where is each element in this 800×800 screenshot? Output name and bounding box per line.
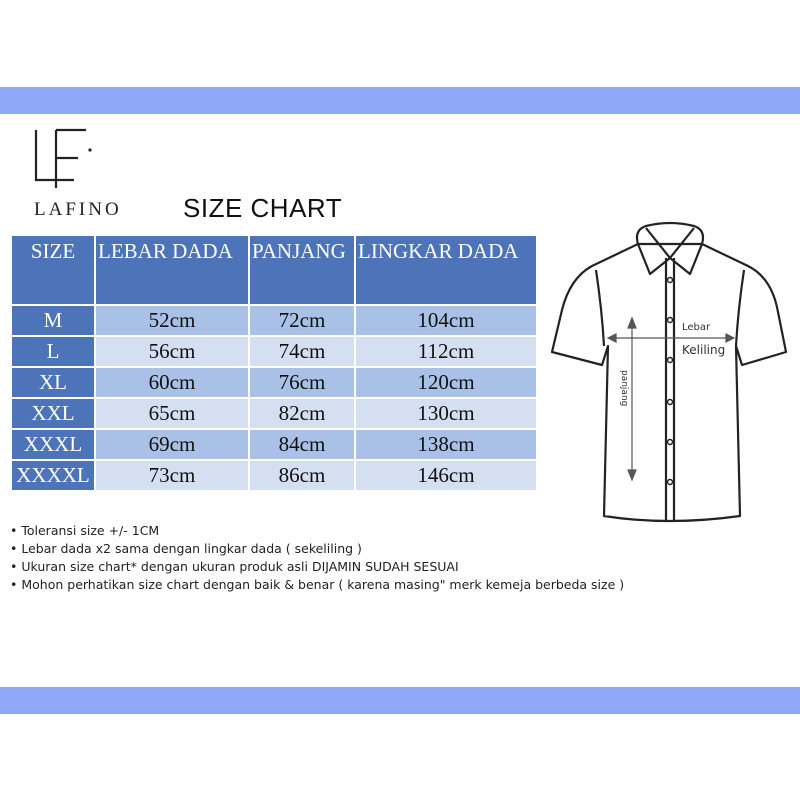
note-text: Ukuran size chart* dengan ukuran produk asli DIJAMIN SUDAH SESUAI [21,559,459,574]
note-text: Toleransi size +/- 1CM [21,523,160,538]
table-row [12,430,536,459]
lingkar-dada-cell: 112cm [356,337,536,366]
top-accent-band [0,87,800,114]
note-text: Mohon perhatikan size chart dengan baik & benar ( karena masing" merk kemeja berbeda size ) [21,577,625,592]
table-row [12,368,536,397]
header-lebar-dada: LEBAR DADA [96,236,248,304]
shirt-buttons [668,278,673,485]
lebar-dada-cell: 52cm [96,306,248,335]
label-lebar: Lebar [682,322,711,333]
panjang-cell: 76cm [250,368,354,397]
lingkar-dada-cell: 104cm [356,306,536,335]
lingkar-dada-cell: 130cm [356,399,536,428]
size-table [10,234,538,492]
note-item: • Ukuran size chart* dengan ukuran produk asli DIJAMIN SUDAH SESUAI [10,559,459,574]
size-cell: XXXXL [12,461,94,490]
label-keliling: Keliling [682,343,726,357]
lingkar-dada-cell: 146cm [356,461,536,490]
lingkar-dada-cell: 138cm [356,430,536,459]
lebar-dada-cell: 69cm [96,430,248,459]
size-cell: XXXL [12,430,94,459]
table-row [12,306,536,335]
table-row [12,461,536,490]
brand-logo [30,128,135,223]
size-cell: M [12,306,94,335]
shirt-diagram [550,220,790,530]
panjang-cell: 84cm [250,430,354,459]
size-cell: XL [12,368,94,397]
lebar-dada-cell: 73cm [96,461,248,490]
note-item: • Lebar dada x2 sama dengan lingkar dada ( sekeliling ) [10,541,362,556]
lebar-dada-cell: 60cm [96,368,248,397]
panjang-cell: 82cm [250,399,354,428]
lebar-dada-cell: 56cm [96,337,248,366]
table-header-row [12,236,536,304]
bottom-accent-band [0,687,800,714]
notes-list [10,522,624,594]
size-cell: L [12,337,94,366]
brand-name: LAFINO [34,199,122,220]
note-item: • Toleransi size +/- 1CM [10,523,160,538]
label-panjang: panjang [619,370,629,407]
panjang-cell: 74cm [250,337,354,366]
table-row [12,399,536,428]
lingkar-dada-cell: 120cm [356,368,536,397]
size-cell: XXL [12,399,94,428]
lebar-dada-cell: 65cm [96,399,248,428]
chart-title: SIZE CHART [183,193,343,223]
panjang-cell: 72cm [250,306,354,335]
width-arrow [608,334,734,342]
panjang-cell: 86cm [250,461,354,490]
header-size: SIZE [12,236,94,304]
table-row [12,337,536,366]
header-lingkar-dada: LINGKAR DADA [356,236,536,304]
note-item: • Mohon perhatikan size chart dengan baik & benar ( karena masing" merk kemeja berbeda size ) [10,577,625,592]
shirt-collar [637,223,703,244]
note-text: Lebar dada x2 sama dengan lingkar dada ( sekeliling ) [21,541,362,556]
header-panjang: PANJANG [250,236,354,304]
lf-monogram-logo [30,128,100,190]
